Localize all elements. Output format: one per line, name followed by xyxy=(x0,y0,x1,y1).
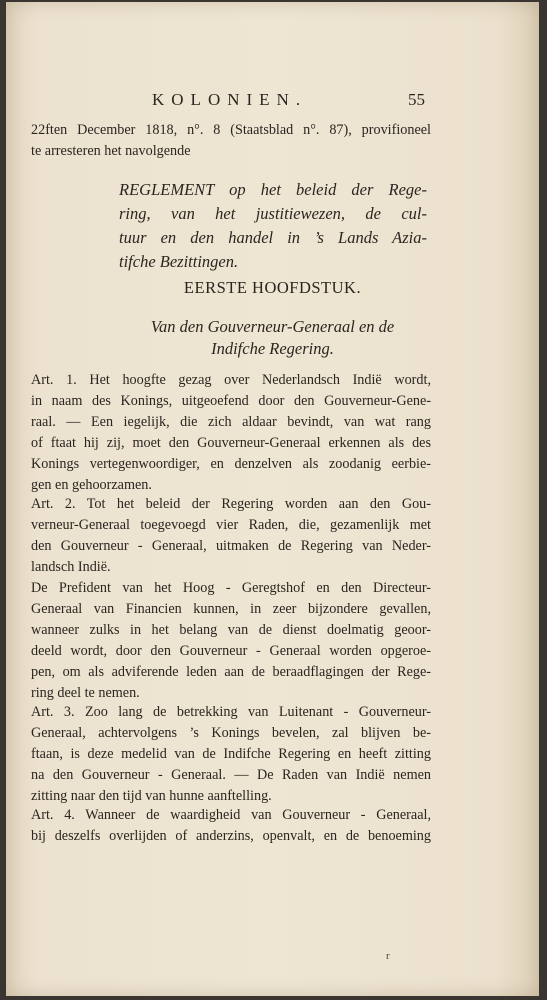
text-line: De Prefident van het Hoog - Geregtshof en den Directeur- xyxy=(31,580,431,596)
text-line: pen, om als adviferende leden aan de beraadflagingen der Rege- xyxy=(31,664,431,680)
president-paragraph xyxy=(31,578,431,704)
signature-mark: r xyxy=(386,950,390,962)
text-line: landsch Indië. xyxy=(31,559,111,575)
page-number: 55 xyxy=(408,90,425,109)
running-head xyxy=(6,90,539,112)
text-line: Art. 2. Tot het beleid der Regering worden aan den Gou- xyxy=(31,496,431,512)
section-heading xyxy=(6,316,539,360)
text-line: verneur-Generaal toegevoegd vier Raden, die, gezamenlijk met xyxy=(31,517,431,533)
chapter-heading: EERSTE HOOFDSTUK. xyxy=(183,278,362,297)
running-head-title: KOLONIEN. xyxy=(152,90,308,109)
text-line: Generaal, achtervolgens ’s Konings bevelen, zal blijven be- xyxy=(31,725,431,741)
article-2 xyxy=(31,494,431,578)
text-line: of ftaat hij zij, moet den Gouverneur-Generaal erkennen als des xyxy=(31,435,431,451)
text-line: Art. 1. Het hoogfte gezag over Nederlandsch Indië wordt, xyxy=(31,372,431,388)
article-4 xyxy=(31,805,431,847)
text-line: Art. 3. Zoo lang de betrekking van Luitenant - Gouverneur- xyxy=(31,704,431,720)
text-line: ring deel te nemen. xyxy=(31,685,140,701)
text-line: zitting naar den tijd van hunne aanftelling. xyxy=(31,788,272,804)
reglement-line: tuur en den handel in ’s Lands Azia- xyxy=(119,228,427,247)
reglement-title xyxy=(119,178,427,274)
text-line: Generaal van Financien kunnen, in zeer bijzondere gevallen, xyxy=(31,601,431,617)
reglement-line: REGLEMENT op het beleid der Rege- xyxy=(119,180,427,199)
book-page xyxy=(6,2,539,996)
article-1 xyxy=(31,370,431,496)
text-line: ftaan, is deze medelid van de Indifche Regering en heeft zitting xyxy=(31,746,431,762)
text-line: den Gouverneur - Generaal, uitmaken de Regering van Neder- xyxy=(31,538,431,554)
text-line: gen en gehoorzamen. xyxy=(31,477,152,493)
text-line: deeld wordt, door den Gouverneur - Generaal worden opgeroe- xyxy=(31,643,431,659)
intro-paragraph xyxy=(31,120,431,162)
section-heading-line: Van den Gouverneur-Generaal en de xyxy=(150,317,395,336)
text-line: Konings vertegenwoordiger, en denzelven als zoodanig eerbie- xyxy=(31,456,431,472)
text-line: raal. — Een iegelijk, die zich aldaar bevindt, van wat rang xyxy=(31,414,431,430)
article-3 xyxy=(31,702,431,807)
reglement-line: tifche Bezittingen. xyxy=(119,252,239,271)
text-line: Art. 4. Wanneer de waardigheid van Gouverneur - Generaal, xyxy=(31,807,431,823)
text-line: 22ften December 1818, n°. 8 (Staatsblad n°. 87), provifioneel xyxy=(31,122,431,138)
text-line: bij deszelfs overlijden of anderzins, openvalt, en de benoeming xyxy=(31,828,431,844)
reglement-line: ring, van het justitiewezen, de cul- xyxy=(119,204,427,223)
text-line: na den Gouverneur - Generaal. — De Raden van Indië nemen xyxy=(31,767,431,783)
section-heading-line: Indifche Regering. xyxy=(211,339,334,358)
text-line: te arresteren het navolgende xyxy=(31,143,191,159)
text-line: wanneer zulks in het belang van de dienst doelmatig geoor- xyxy=(31,622,431,638)
text-line: in naam des Konings, uitgeoefend door den Gouverneur-Gene- xyxy=(31,393,431,409)
